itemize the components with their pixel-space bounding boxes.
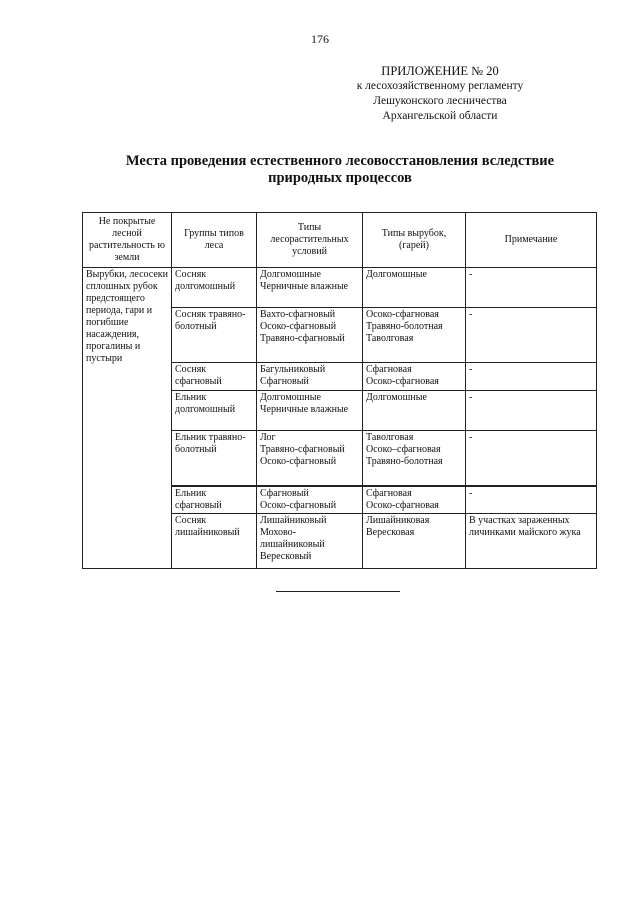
- note-cell: -: [466, 268, 597, 308]
- title-line: природных процессов: [268, 170, 412, 186]
- header-land-category: Не покрытые лесной растительность ю земли: [83, 213, 172, 268]
- cutting-type: Осоко-сфагновая: [366, 499, 439, 511]
- site-condition: Багульниковый: [260, 364, 326, 375]
- site-condition: Лог: [260, 432, 276, 443]
- site-conditions-cell: [257, 513, 363, 568]
- page-number: 176: [311, 32, 329, 46]
- cutting-type: Сфагновая: [366, 487, 412, 499]
- site-condition: Долгомошные: [260, 269, 321, 280]
- site-conditions-cell: [257, 486, 363, 514]
- cutting-types-cell: [363, 363, 466, 391]
- cutting-type: Долгомошные: [366, 269, 427, 280]
- cutting-types-cell: [363, 486, 466, 514]
- site-condition: Долгомошные: [260, 392, 321, 403]
- site-condition: Осоко-сфагновый: [260, 499, 337, 511]
- note-cell: -: [466, 486, 597, 514]
- cutting-types-cell: [363, 431, 466, 486]
- site-conditions-cell: [257, 363, 363, 391]
- forest-group-cell: Сосняк травяно-болотный: [172, 308, 257, 363]
- site-condition: Осоко-сфагновый: [260, 321, 337, 332]
- appendix-block: [330, 64, 550, 124]
- forest-group-cell: Ельник сфагновый: [172, 486, 257, 514]
- cutting-type: Таволговая: [366, 333, 414, 344]
- note-cell: -: [466, 431, 597, 486]
- site-condition: Вахто-сфагновый: [260, 309, 336, 320]
- appendix-title: ПРИЛОЖЕНИЕ № 20: [381, 64, 499, 78]
- site-conditions-cell: [257, 431, 363, 486]
- cutting-type: Осоко–сфагновая: [366, 444, 441, 455]
- cutting-type: Осоко-сфагновая: [366, 309, 439, 320]
- site-condition: Травяно-сфагновый: [260, 444, 345, 455]
- forest-group-cell: Ельник долгомошный: [172, 391, 257, 431]
- land-category-cell: Вырубки, лесосеки сплошных рубок предстоящего периода, гари и погибшие насаждения, прогалины и пустыри: [83, 268, 172, 569]
- site-condition: Осоко-сфагновый: [260, 456, 337, 467]
- note-cell: -: [466, 391, 597, 431]
- site-condition: Черничные влажные: [260, 281, 349, 292]
- appendix-line: Архангельской области: [382, 110, 498, 122]
- cutting-type: Вересковая: [366, 526, 415, 538]
- cutting-type: Сфагновая: [366, 364, 412, 375]
- cutting-type: Травяно-болотная: [366, 456, 443, 467]
- title-line: Места проведения естественного лесовосстановления вследствие: [125, 153, 555, 169]
- end-divider: [276, 591, 400, 592]
- site-condition: Черничные влажные: [260, 404, 349, 415]
- cutting-type: Долгомошные: [366, 392, 427, 403]
- site-condition: Сфагновый: [260, 487, 309, 499]
- site-condition: Травяно-сфагновый: [260, 333, 345, 344]
- site-condition: Вересковый: [260, 550, 312, 562]
- site-conditions-cell: [257, 308, 363, 363]
- cutting-type: Лишайниковая: [366, 514, 430, 526]
- forest-group-cell: Сосняк долгомошный: [172, 268, 257, 308]
- site-conditions-cell: [257, 268, 363, 308]
- header-site-conditions: Типы лесорастительных условий: [257, 213, 363, 268]
- site-condition: Лишайниковый: [260, 514, 327, 526]
- cutting-type: Травяно-болотная: [366, 321, 443, 332]
- cutting-type: Таволговая: [366, 432, 414, 443]
- forest-group-cell: Сосняк лишайниковый: [172, 513, 257, 568]
- site-conditions-cell: [257, 391, 363, 431]
- appendix-line: к лесохозяйственному регламенту: [356, 80, 524, 92]
- note-cell: В участках зараженных личинками майского жука: [466, 513, 597, 568]
- header-note: Примечание: [466, 213, 597, 268]
- note-cell: -: [466, 363, 597, 391]
- header-cutting-types: Типы вырубок, (гарей): [363, 213, 466, 268]
- forest-group-cell: Сосняк сфагновый: [172, 363, 257, 391]
- site-condition: Сфагновый: [260, 376, 309, 387]
- regeneration-table: [82, 212, 597, 569]
- note-cell: -: [466, 308, 597, 363]
- table-row: [83, 268, 597, 308]
- appendix-line: Лешуконского лесничества: [373, 95, 507, 107]
- document-title: [60, 153, 620, 187]
- cutting-type: Осоко-сфагновая: [366, 376, 439, 387]
- site-condition: Мохово-лишайниковый: [260, 526, 325, 550]
- cutting-types-cell: [363, 513, 466, 568]
- forest-group-cell: Ельник травяно-болотный: [172, 431, 257, 486]
- header-forest-groups: Группы типов леса: [172, 213, 257, 268]
- cutting-types-cell: [363, 308, 466, 363]
- cutting-types-cell: [363, 268, 466, 308]
- cutting-types-cell: [363, 391, 466, 431]
- table-header-row: [83, 213, 597, 268]
